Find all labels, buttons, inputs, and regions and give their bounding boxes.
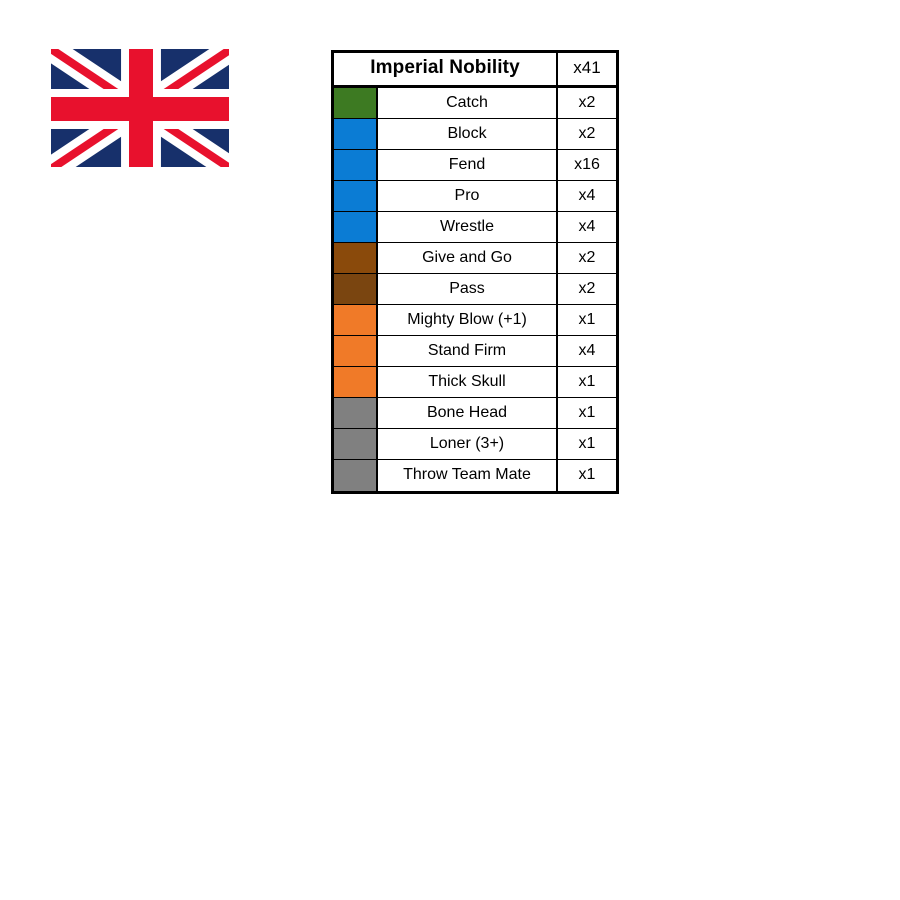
skill-count: x16 [556,150,616,180]
table-row [334,212,616,243]
skill-count: x1 [556,460,616,491]
team-total-count: x41 [556,53,616,85]
table-row [334,429,616,460]
skill-count: x1 [556,429,616,459]
skill-name: Block [447,124,487,142]
skill-count: x2 [556,243,616,273]
skill-count: x1 [556,367,616,397]
skill-category-swatch [334,150,378,180]
skill-name: Wrestle [440,217,494,235]
skill-category-swatch [334,119,378,149]
table-body [334,88,616,491]
skill-count: x2 [556,88,616,118]
skill-count: x2 [556,274,616,304]
skill-name: Loner (3+) [429,434,505,452]
skill-count: x4 [556,181,616,211]
table-row [334,398,616,429]
skill-summary-table [331,50,619,494]
skill-category-swatch [334,429,378,459]
skill-category-swatch [334,336,378,366]
skill-count: x4 [556,212,616,242]
skill-category-swatch [334,460,378,491]
table-row [334,336,616,367]
table-row [334,119,616,150]
skill-count: x1 [556,305,616,335]
table-row [334,181,616,212]
team-name-title: Imperial Nobility [370,57,520,78]
skill-category-swatch [334,181,378,211]
skill-name: Mighty Blow (+1) [407,310,527,328]
skill-category-swatch [334,243,378,273]
flag-graphic [51,49,230,168]
skill-name: Bone Head [426,403,508,421]
table-row [334,305,616,336]
table-row [334,150,616,181]
skill-count: x1 [556,398,616,428]
skill-category-swatch [334,88,378,118]
skill-name: Throw Team Mate [403,466,531,483]
skill-category-swatch [334,274,378,304]
skill-count: x2 [556,119,616,149]
skill-name: Stand Firm [427,341,507,359]
skill-name: Catch [446,93,488,111]
skill-category-swatch [334,305,378,335]
table-row [334,243,616,274]
table-row [334,367,616,398]
skill-name: Fend [448,155,486,173]
skill-count: x4 [556,336,616,366]
table-row [334,88,616,119]
skill-name: Pass [449,279,485,297]
skill-category-swatch [334,212,378,242]
table-row [334,274,616,305]
skill-category-swatch [334,398,378,428]
skill-name: Pro [454,186,480,204]
union-jack-flag [50,48,230,168]
table-header-row [334,53,616,88]
table-row [334,460,616,491]
skill-name: Give and Go [422,248,512,266]
skill-category-swatch [334,367,378,397]
skill-name: Thick Skull [428,372,506,390]
